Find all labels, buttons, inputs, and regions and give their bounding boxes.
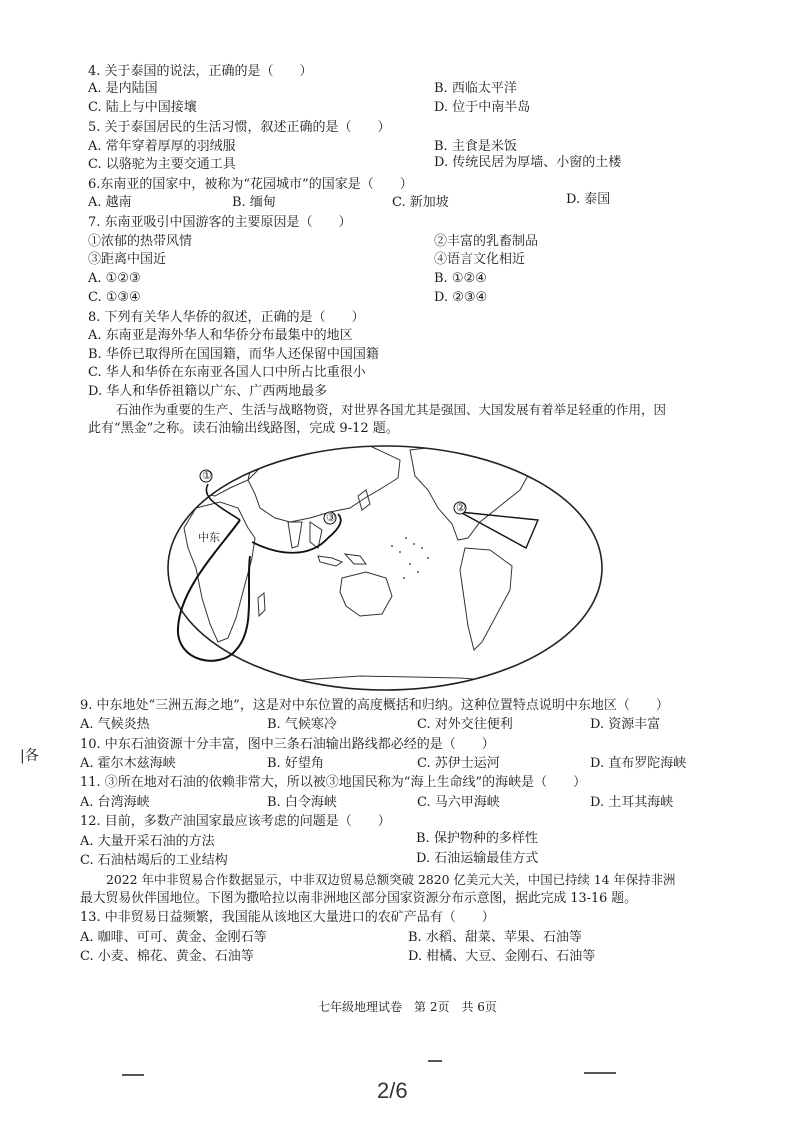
q11-option-a: A. 台湾海峡 bbox=[80, 795, 150, 810]
q7-statement-3: ③距离中国近 bbox=[88, 252, 167, 267]
q4-option-b: B. 西临太平洋 bbox=[434, 81, 517, 96]
scan-speck bbox=[584, 1072, 616, 1074]
q7-statement-1: ①浓郁的热带风情 bbox=[88, 234, 193, 249]
q5-stem: 5. 关于泰国居民的生活习惯，叙述正确的是（ ） bbox=[88, 120, 391, 135]
q11-option-c: C. 马六甲海峡 bbox=[417, 795, 500, 810]
q8-option-d: D. 华人和华侨祖籍以广东、广西两地最多 bbox=[88, 384, 328, 399]
q5-option-b: B. 主食是米饭 bbox=[434, 139, 517, 154]
q5-option-c: C. 以骆驼为主要交通工具 bbox=[88, 157, 236, 172]
q10-stem: 10. 中东石油资源十分丰富，图中三条石油输出路线都必经的是（ ） bbox=[80, 737, 495, 752]
q7-stem: 7. 东南亚吸引中国游客的主要原因是（ ） bbox=[88, 215, 352, 230]
page-number: 2/6 bbox=[377, 1078, 408, 1103]
q12-option-a: A. 大量开采石油的方法 bbox=[80, 834, 215, 849]
q13-option-d: D. 柑橘、大豆、金刚石、石油等 bbox=[408, 949, 596, 964]
asia-landmass bbox=[248, 443, 400, 522]
map-marker-1: ① bbox=[202, 469, 212, 482]
q4-option-c: C. 陆上与中国接壤 bbox=[88, 100, 197, 115]
q6-option-a: A. 越南 bbox=[88, 195, 132, 210]
q6-option-c: C. 新加坡 bbox=[392, 195, 449, 210]
intro-oil-line-2: 此有“黑金”之称。读石油输出线路图，完成 9-12 题。 bbox=[88, 421, 399, 436]
page-footer: 七年级地理试卷 第 2页 共 6页 bbox=[318, 1000, 497, 1014]
oil-route-2 bbox=[460, 512, 538, 548]
q13-option-c: C. 小麦、棉花、黄金、石油等 bbox=[80, 949, 254, 964]
q10-option-d: D. 直布罗陀海峡 bbox=[590, 756, 687, 771]
q9-option-d: D. 资源丰富 bbox=[590, 717, 661, 732]
q7-statement-4: ④语言文化相近 bbox=[434, 252, 526, 267]
q7-option-a: A. ①②③ bbox=[88, 271, 141, 286]
q7-statement-2: ②丰富的乳畜制品 bbox=[434, 234, 539, 249]
intro-oil-line-1: 石油作为重要的生产、生活与战略物资，对世界各国尤其是强国、大国发展有着举足轻重的作用，因 bbox=[116, 402, 667, 417]
q11-option-b: B. 白令海峡 bbox=[267, 795, 337, 810]
q9-stem: 9. 中东地处“三洲五海之地”，这是对中东位置的高度概括和归纳。这种位置特点说明中东地区（ ） bbox=[80, 698, 669, 713]
q7-option-c: C. ①③④ bbox=[88, 290, 141, 305]
q8-option-a: A. 东南亚是海外华人和华侨分布最集中的地区 bbox=[88, 328, 353, 343]
q9-option-c: C. 对外交往便利 bbox=[417, 717, 513, 732]
q6-stem: 6.东南亚的国家中，被称为“花园城市”的国家是（ ） bbox=[88, 177, 413, 192]
intro-africa-line-1: 2022 年中非贸易合作数据显示，中非双边贸易总额突破 2820 亿美元大关，中国已持续 14 年保持非洲 bbox=[106, 872, 676, 887]
q6-option-b: B. 缅甸 bbox=[232, 195, 276, 210]
q13-option-a: A. 咖啡、可可、黄金、金刚石等 bbox=[80, 930, 267, 945]
q9-option-a: A. 气候炎热 bbox=[80, 717, 150, 732]
q12-option-b: B. 保护物种的多样性 bbox=[416, 831, 538, 846]
north-america-landmass bbox=[410, 444, 532, 540]
map-marker-2: ② bbox=[456, 501, 466, 514]
australia-landmass bbox=[340, 572, 392, 616]
q10-option-a: A. 霍尔木兹海峡 bbox=[80, 756, 176, 771]
q8-option-c: C. 华人和华侨在东南亚各国人口中所占比重很小 bbox=[88, 365, 366, 380]
intro-africa-line-2: 最大贸易伙伴国地位。下图为撒哈拉以南非洲地区部分国家资源分布示意图，据此完成 13-16 题。 bbox=[80, 891, 637, 906]
q12-option-c: C. 石油枯竭后的工业结构 bbox=[80, 853, 228, 868]
q4-stem: 4. 关于泰国的说法，正确的是（ ） bbox=[88, 64, 313, 79]
q13-option-b: B. 水稻、甜菜、苹果、石油等 bbox=[408, 930, 582, 945]
scan-speck bbox=[122, 1074, 144, 1076]
south-america-landmass bbox=[460, 548, 512, 650]
q9-option-b: B. 气候寒冷 bbox=[267, 717, 337, 732]
q10-option-c: C. 苏伊士运河 bbox=[417, 756, 500, 771]
q7-option-b: B. ①②④ bbox=[434, 271, 487, 286]
q4-option-a: A. 是内陆国 bbox=[88, 81, 158, 96]
q5-option-a: A. 常年穿着厚厚的羽绒服 bbox=[88, 139, 236, 154]
q12-stem: 12. 目前，多数产油国家最应该考虑的问题是（ ） bbox=[80, 814, 391, 829]
q6-option-d: D. 泰国 bbox=[566, 192, 611, 207]
map-label-middle-east: 中东 bbox=[198, 531, 220, 544]
q5-option-d: D. 传统民居为厚墙、小窗的土楼 bbox=[434, 155, 622, 170]
q8-option-b: B. 华侨已取得所在国国籍，而华人还保留中国国籍 bbox=[88, 347, 379, 362]
q10-option-b: B. 好望角 bbox=[267, 756, 324, 771]
binding-margin-mark: |各 bbox=[20, 748, 39, 764]
q11-option-d: D. 土耳其海峡 bbox=[590, 795, 674, 810]
q4-option-d: D. 位于中南半岛 bbox=[434, 100, 531, 115]
q8-stem: 8. 下列有关华人华侨的叙述，正确的是（ ） bbox=[88, 310, 365, 325]
q7-option-d: D. ②③④ bbox=[434, 290, 488, 305]
map-marker-3: ③ bbox=[326, 511, 336, 524]
africa-landmass bbox=[184, 502, 255, 642]
q12-option-d: D. 石油运输最佳方式 bbox=[416, 851, 539, 866]
q11-stem: 11. ③所在地对石油的依赖非常大，所以被③地国民称为“海上生命线”的海峡是（ ） bbox=[80, 775, 587, 790]
oil-export-route-map bbox=[160, 438, 610, 698]
q13-stem: 13. 中非贸易日益频繁，我国能从该地区大量进口的农矿产品有（ ） bbox=[80, 910, 495, 925]
scan-speck bbox=[428, 1060, 442, 1062]
